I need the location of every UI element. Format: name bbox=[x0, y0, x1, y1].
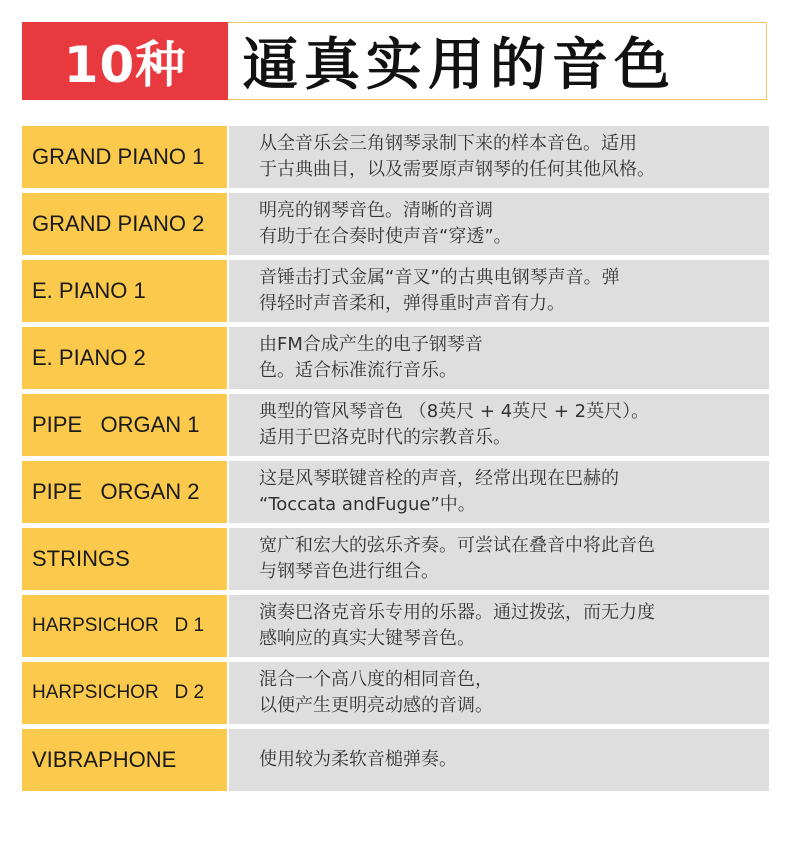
voice-table bbox=[22, 126, 769, 796]
table-row bbox=[22, 126, 769, 188]
description-line: 使用较为柔软音槌弹奏。 bbox=[259, 749, 457, 770]
table-row bbox=[22, 595, 769, 657]
voice-name: HARPSICHOR D 1 bbox=[22, 595, 227, 657]
description-line: 音锤击打式金属“音叉”的古典电钢琴声音。弹 bbox=[259, 267, 620, 288]
voice-description bbox=[229, 461, 769, 523]
description-line: 从全音乐会三角钢琴录制下来的样本音色。适用 bbox=[259, 133, 637, 154]
table-row bbox=[22, 662, 769, 724]
voice-name: HARPSICHOR D 2 bbox=[22, 662, 227, 724]
description-line: 混合一个高八度的相同音色， bbox=[259, 669, 493, 690]
voice-name: GRAND PIANO 2 bbox=[22, 193, 227, 255]
voice-description bbox=[229, 126, 769, 188]
table-row bbox=[22, 193, 769, 255]
voice-description bbox=[229, 528, 769, 590]
description-line: 与钢琴音色进行组合。 bbox=[259, 561, 439, 582]
description-line: 由FM合成产生的电子钢琴音 bbox=[259, 334, 483, 355]
table-row bbox=[22, 461, 769, 523]
voice-description bbox=[229, 662, 769, 724]
description-line: “Toccata andFugue”中。 bbox=[259, 494, 476, 515]
description-line: 适用于巴洛克时代的宗教音乐。 bbox=[259, 427, 511, 448]
header-banner bbox=[22, 22, 767, 100]
table-row bbox=[22, 528, 769, 590]
voice-name: PIPE ORGAN 2 bbox=[22, 461, 227, 523]
description-line: 宽广和宏大的弦乐齐奏。可尝试在叠音中将此音色 bbox=[259, 535, 655, 556]
table-row bbox=[22, 260, 769, 322]
description-line: 演奏巴洛克音乐专用的乐器。通过拨弦，而无力度 bbox=[259, 602, 655, 623]
voice-name: E. PIANO 2 bbox=[22, 327, 227, 389]
description-line: 典型的管风琴音色 （8英尺 + 4英尺 + 2英尺）。 bbox=[259, 401, 650, 422]
description-line: 这是风琴联键音栓的声音，经常出现在巴赫的 bbox=[259, 468, 619, 489]
voice-description bbox=[229, 193, 769, 255]
table-row bbox=[22, 729, 769, 791]
table-row bbox=[22, 394, 769, 456]
voice-description bbox=[229, 327, 769, 389]
table-row bbox=[22, 327, 769, 389]
voice-name: VIBRAPHONE bbox=[22, 729, 227, 791]
description-line: 明亮的钢琴音色。清晰的音调 bbox=[259, 200, 493, 221]
description-line: 于古典曲目，以及需要原声钢琴的任何其他风格。 bbox=[259, 159, 655, 180]
header-title: 逼真实用的音色 bbox=[228, 22, 767, 100]
voice-name: GRAND PIANO 1 bbox=[22, 126, 227, 188]
description-line: 以便产生更明亮动感的音调。 bbox=[259, 695, 493, 716]
voice-name: E. PIANO 1 bbox=[22, 260, 227, 322]
description-line: 色。适合标准流行音乐。 bbox=[259, 360, 457, 381]
voice-description bbox=[229, 595, 769, 657]
description-line: 有助于在合奏时使声音“穿透”。 bbox=[259, 226, 512, 247]
voice-description bbox=[229, 260, 769, 322]
description-line: 得轻时声音柔和，弹得重时声音有力。 bbox=[259, 293, 565, 314]
voice-name: STRINGS bbox=[22, 528, 227, 590]
voice-name: PIPE ORGAN 1 bbox=[22, 394, 227, 456]
voice-description bbox=[229, 394, 769, 456]
header-badge: 10种 bbox=[22, 22, 228, 100]
description-line: 感响应的真实大键琴音色。 bbox=[259, 628, 475, 649]
voice-description bbox=[229, 729, 769, 791]
